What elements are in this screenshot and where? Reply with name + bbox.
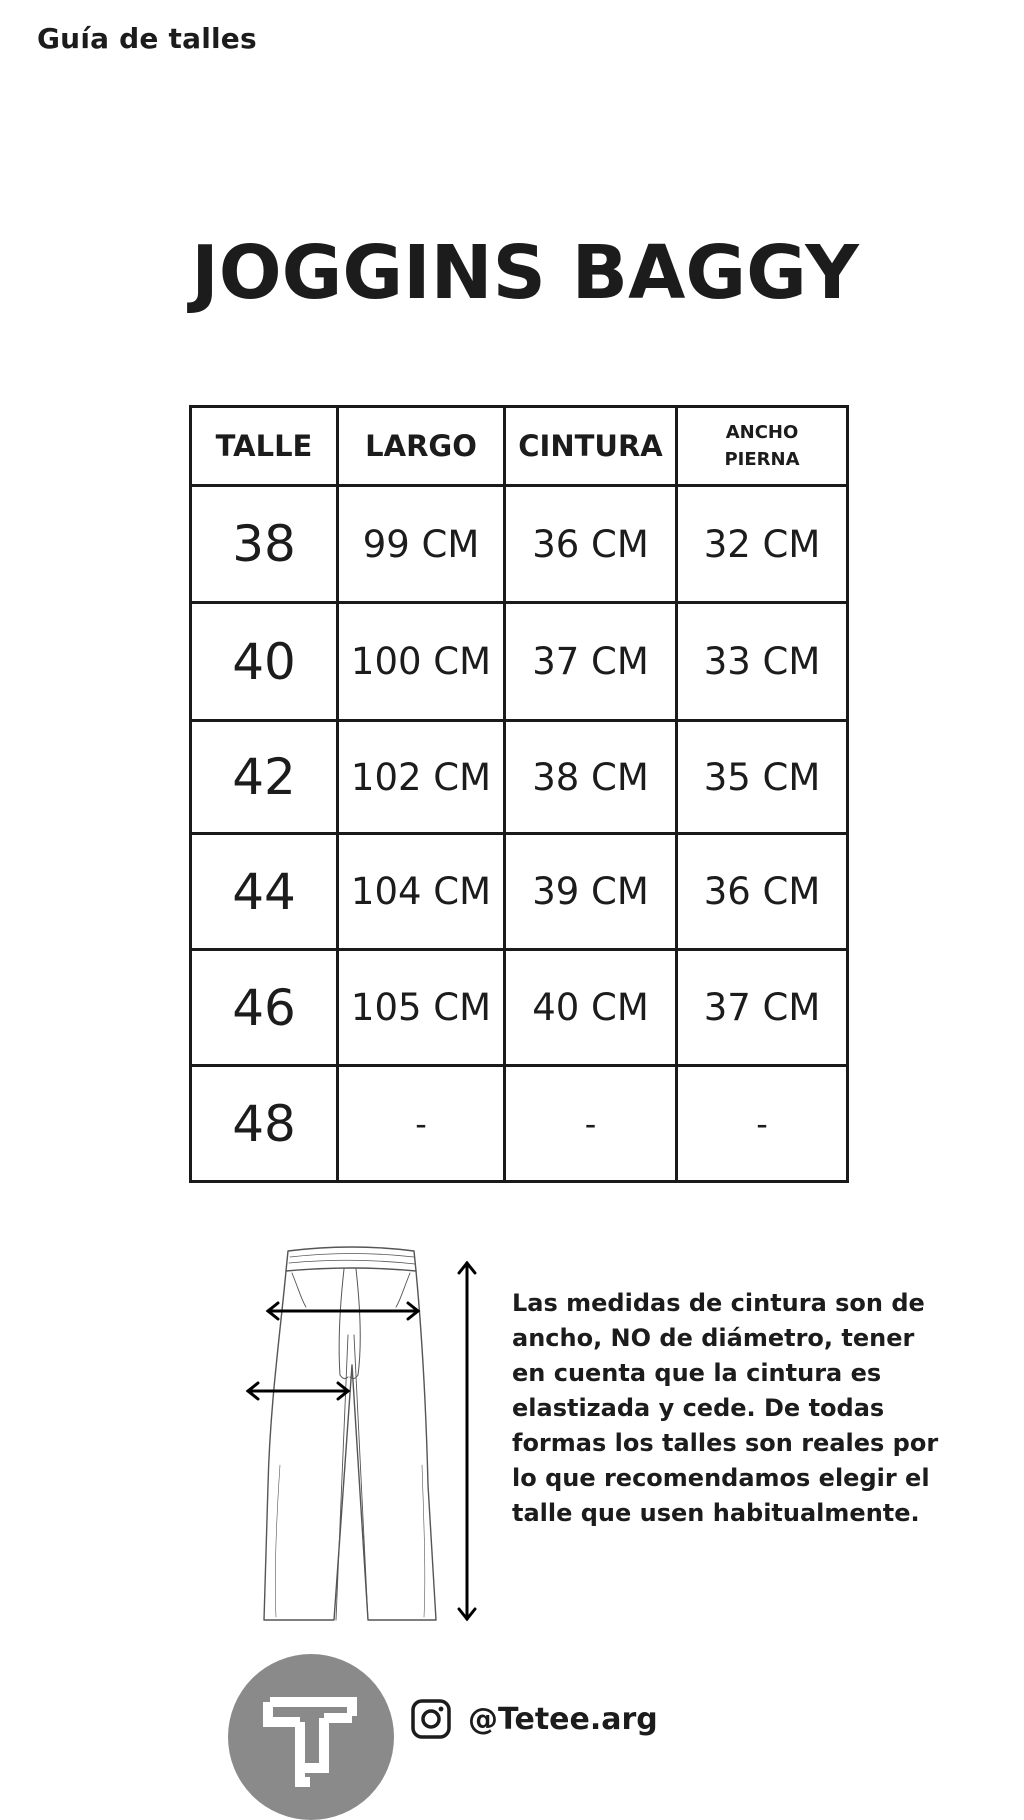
table-row — [191, 1066, 848, 1182]
largo-cell: 102 CM — [338, 721, 505, 834]
table-row — [191, 603, 848, 721]
size-table — [189, 405, 849, 1183]
instagram-handle[interactable]: @Tetee.arg — [468, 1701, 658, 1737]
header-pierna: PIERNA — [724, 449, 800, 470]
page-header: Guía de talles — [37, 22, 257, 55]
table-header-row — [191, 407, 848, 486]
header-ancho: ANCHO — [725, 422, 799, 443]
cintura-cell: 40 CM — [505, 950, 677, 1066]
size-cell: 46 — [191, 950, 338, 1066]
table-row — [191, 721, 848, 834]
largo-cell: 104 CM — [338, 834, 505, 950]
measurement-note: Las medidas de cintura son de ancho, NO de diámetro, tener en cuenta que la cintura es elastizada y cede. De todas formas los talles son reales por lo que recomendamos elegir el talle que usen habitualmente. — [512, 1289, 939, 1527]
header-cintura: CINTURA — [505, 407, 677, 486]
largo-cell: - — [338, 1066, 505, 1182]
ancho-pierna-cell: 35 CM — [677, 721, 848, 834]
social-contact — [410, 1698, 658, 1740]
cintura-cell: 39 CM — [505, 834, 677, 950]
cintura-cell: - — [505, 1066, 677, 1182]
table-row — [191, 486, 848, 603]
product-title: JOGGINS BAGGY — [191, 230, 859, 316]
pants-diagram-icon — [240, 1245, 490, 1625]
header-largo: LARGO — [338, 407, 505, 486]
cintura-cell: 36 CM — [505, 486, 677, 603]
ancho-pierna-cell: 33 CM — [677, 603, 848, 721]
header-ancho-pierna — [677, 407, 848, 486]
cintura-cell: 37 CM — [505, 603, 677, 721]
instagram-icon — [410, 1698, 452, 1740]
size-cell: 40 — [191, 603, 338, 721]
ancho-pierna-cell: 36 CM — [677, 834, 848, 950]
size-cell: 48 — [191, 1066, 338, 1182]
tetee-logo-icon — [228, 1654, 394, 1820]
header-talle: TALLE — [191, 407, 338, 486]
ancho-pierna-cell: 32 CM — [677, 486, 848, 603]
size-cell: 38 — [191, 486, 338, 603]
cintura-cell: 38 CM — [505, 721, 677, 834]
ancho-pierna-cell: 37 CM — [677, 950, 848, 1066]
size-cell: 44 — [191, 834, 338, 950]
size-cell: 42 — [191, 721, 338, 834]
ancho-pierna-cell: - — [677, 1066, 848, 1182]
largo-cell: 100 CM — [338, 603, 505, 721]
largo-cell: 105 CM — [338, 950, 505, 1066]
largo-cell: 99 CM — [338, 486, 505, 603]
table-row — [191, 834, 848, 950]
table-row — [191, 950, 848, 1066]
